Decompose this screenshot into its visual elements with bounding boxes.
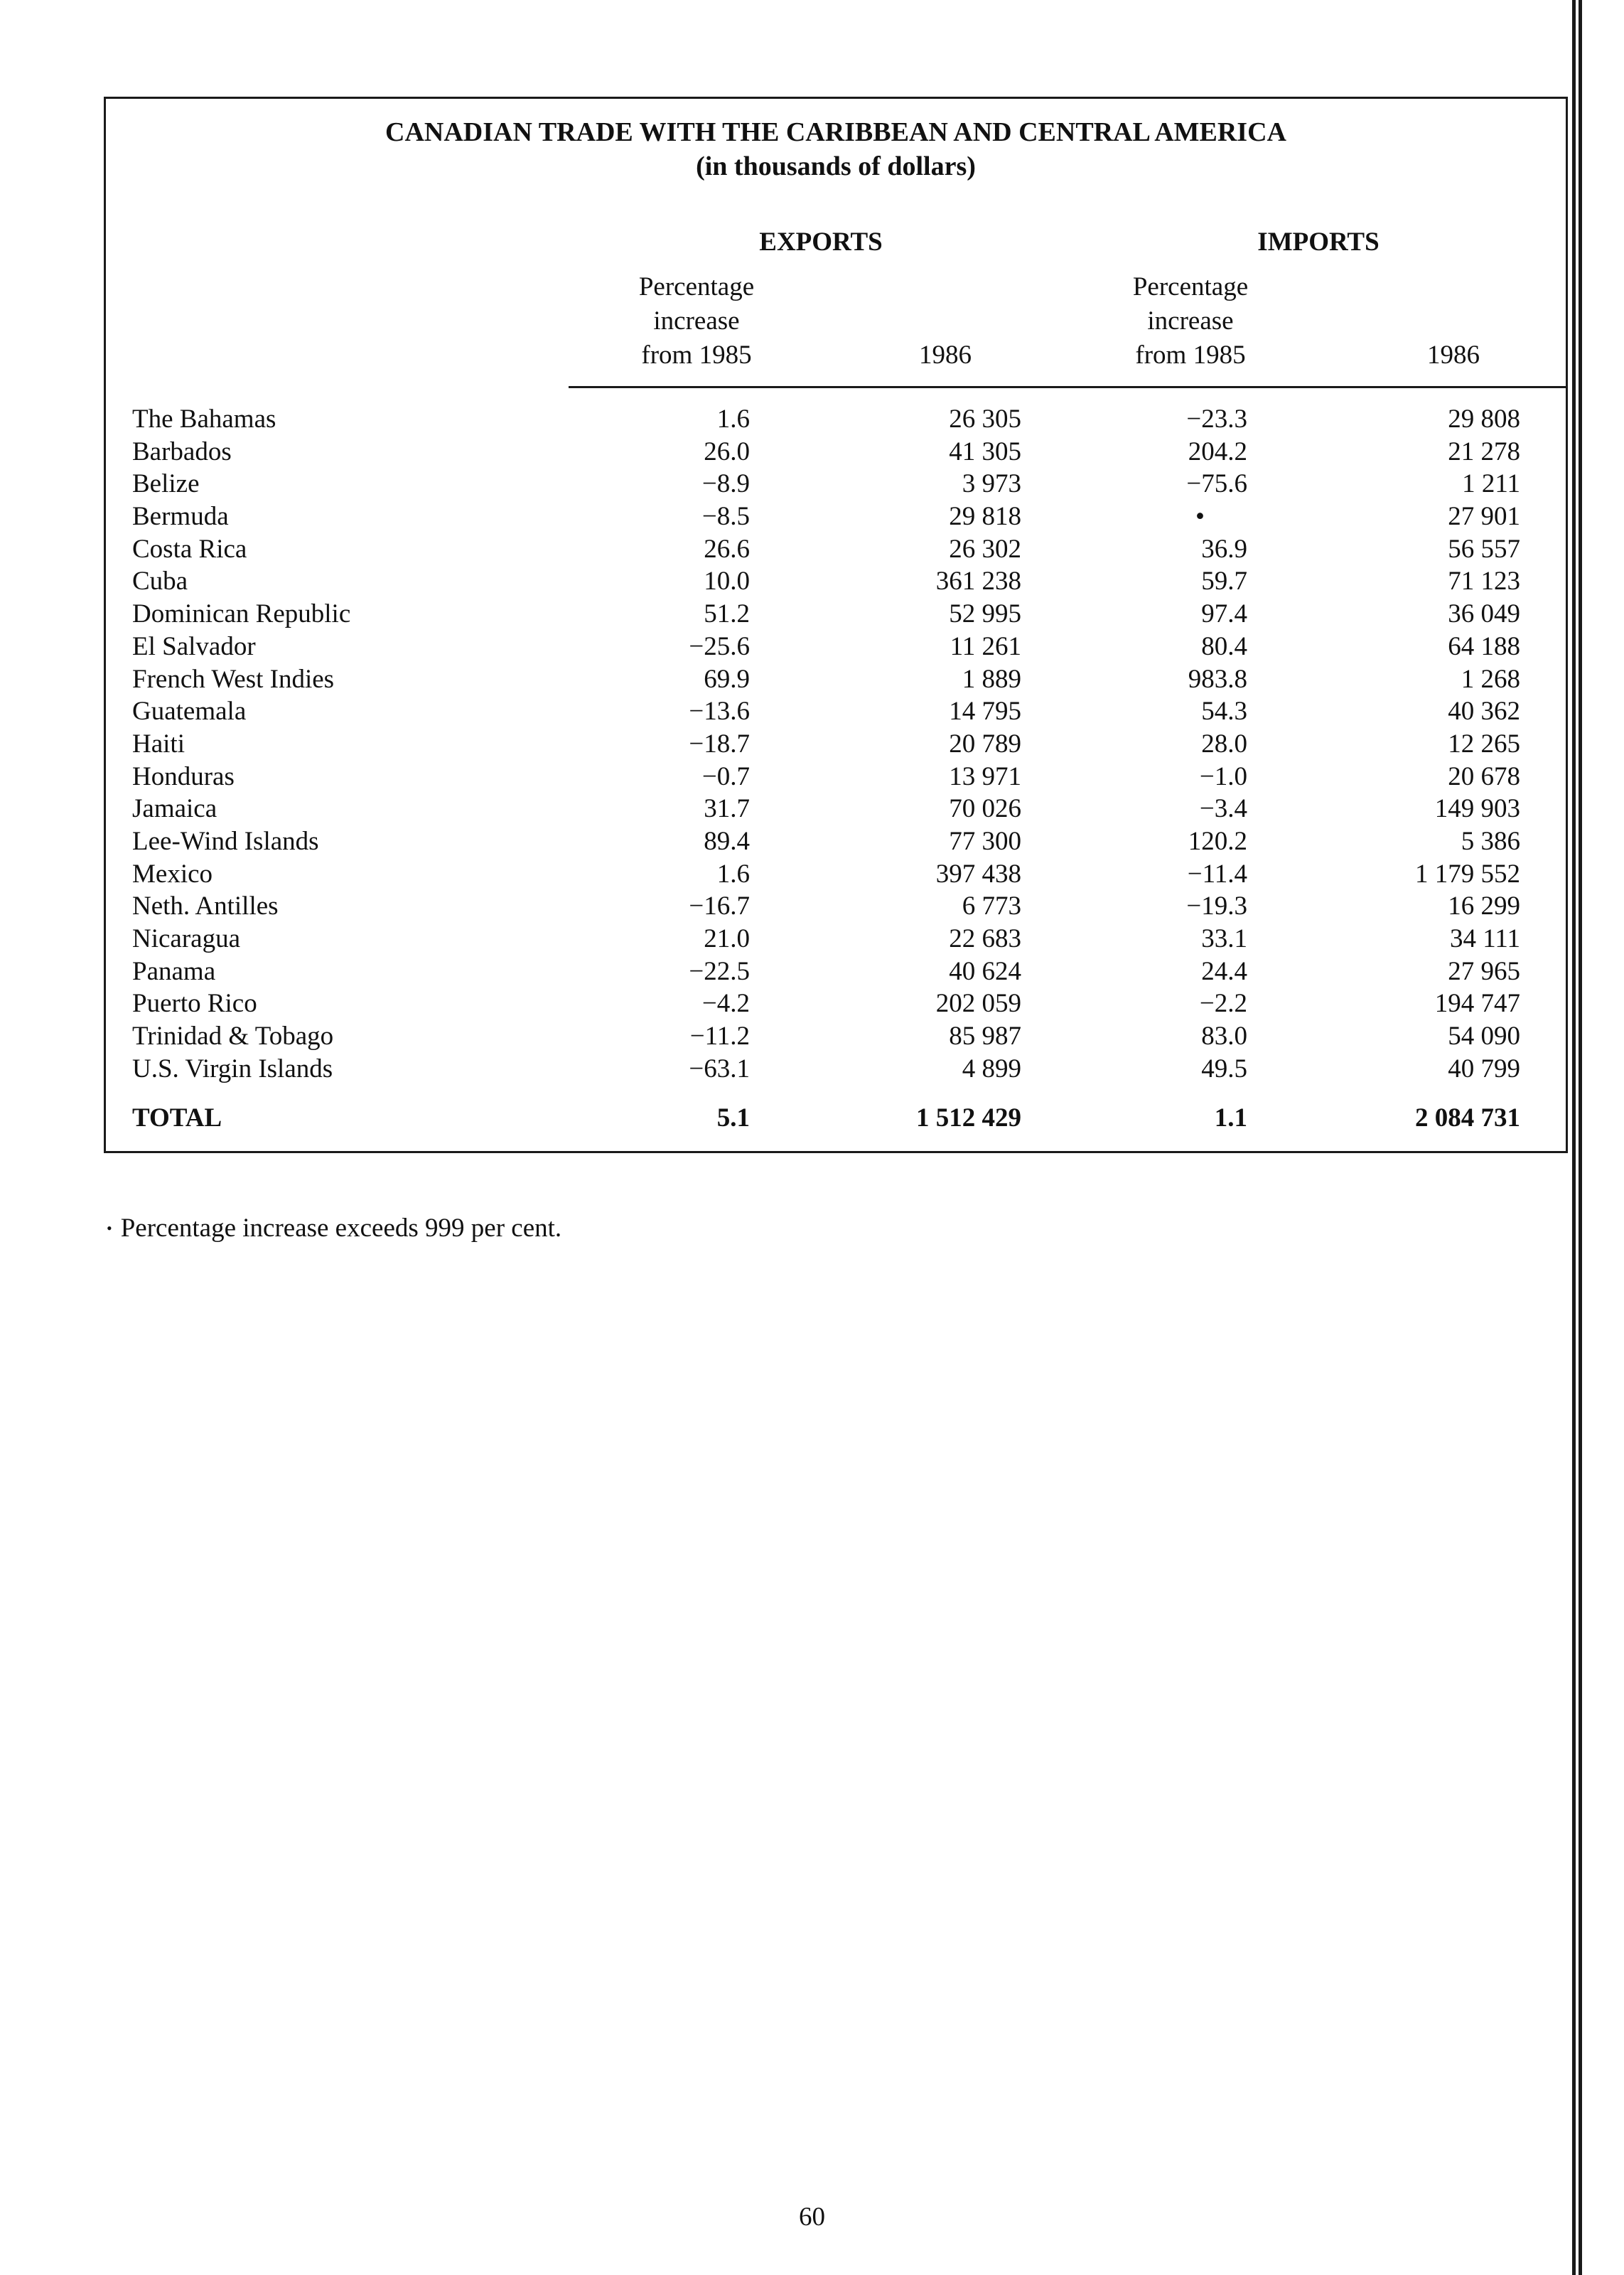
country-cell: Nicaragua: [132, 924, 241, 953]
exports-pct-cell: −11.2: [689, 1022, 750, 1051]
exports-pct-cell: 31.7: [704, 794, 750, 824]
exports-1986-cell: 29 818: [949, 502, 1021, 532]
table-row: [0, 533, 1624, 566]
table-row: [0, 761, 1624, 793]
exports-1986-cell: 77 300: [949, 826, 1021, 856]
exports-pct-cell: 89.4: [704, 826, 750, 856]
exports-1986-cell: 397 438: [935, 859, 1021, 889]
table-row: [0, 728, 1624, 761]
exports-1986-cell: 26 302: [949, 534, 1021, 564]
imports-1986-cell: 40 799: [1448, 1054, 1520, 1083]
exports-pct-cell: −25.6: [689, 631, 750, 661]
imports-1986-cell: 27 901: [1448, 502, 1520, 532]
exports-1986-cell: 11 261: [950, 631, 1021, 661]
imports-pct-cell: 83.0: [1201, 1022, 1247, 1051]
imports-pct-cell: −3.4: [1199, 794, 1247, 824]
exports-heading: EXPORTS: [759, 228, 883, 257]
country-cell: Neth. Antilles: [132, 892, 279, 921]
country-cell: Haiti: [132, 729, 185, 759]
exports-1986-cell: 22 683: [949, 924, 1021, 953]
exports-1986-cell: 202 059: [935, 989, 1021, 1019]
table-row: [0, 631, 1624, 663]
table-row: [0, 858, 1624, 891]
imports-1986-cell: 20 678: [1448, 761, 1520, 791]
total-imports-1986: 2 084 731: [1415, 1103, 1520, 1133]
country-cell: Guatemala: [132, 697, 247, 727]
header-rule: [569, 386, 1568, 388]
exports-1986-cell: 3 973: [962, 469, 1021, 499]
imports-1986-cell: 1 211: [1462, 469, 1520, 499]
exports-pct-cell: −4.2: [701, 989, 750, 1019]
country-cell: Costa Rica: [132, 534, 247, 564]
imports-pct-cell: 120.2: [1188, 826, 1247, 856]
exports-pct-cell: 26.6: [704, 534, 750, 564]
imports-pct-cell: 49.5: [1201, 1054, 1247, 1083]
table-row: [0, 890, 1624, 923]
exports-1986-cell: 361 238: [935, 567, 1021, 596]
exports-pct-cell: 21.0: [704, 924, 750, 953]
exports-pct-cell: −22.5: [689, 956, 750, 986]
page-number: 60: [799, 2202, 825, 2232]
table-row: [0, 1020, 1624, 1053]
imports-1986-cell: 36 049: [1448, 599, 1520, 629]
imports-pct-cell: 33.1: [1201, 924, 1247, 953]
table-row: [0, 500, 1624, 533]
country-cell: Barbados: [132, 437, 232, 466]
footnote: [107, 1212, 561, 1245]
exports-pct-header-line: Percentage: [638, 272, 755, 301]
imports-pct-cell: 97.4: [1201, 599, 1247, 629]
imports-1986-cell: 149 903: [1434, 794, 1520, 824]
footnote-text: Percentage increase exceeds 999 per cent.: [120, 1214, 562, 1243]
exports-pct-cell: 1.6: [716, 859, 750, 889]
exports-1986-cell: 1 889: [962, 664, 1021, 694]
country-cell: Dominican Republic: [132, 599, 351, 629]
table-row: [0, 825, 1624, 858]
imports-1986-cell: 34 111: [1449, 924, 1520, 953]
exports-1986-cell: 26 305: [949, 405, 1021, 434]
exports-1986-cell: 41 305: [949, 437, 1021, 466]
table-row: [0, 436, 1624, 469]
country-cell: U.S. Virgin Islands: [132, 1054, 333, 1083]
exports-1986-cell: 85 987: [949, 1022, 1021, 1051]
table-row: [0, 923, 1624, 956]
table-row: [0, 468, 1624, 500]
table-row: [0, 403, 1624, 436]
imports-1986-cell: 64 188: [1448, 631, 1520, 661]
imports-pct-cell: 36.9: [1201, 534, 1247, 564]
imports-1986-cell: 1 179 552: [1415, 859, 1520, 889]
imports-pct-cell: −2.2: [1199, 989, 1247, 1019]
imports-pct-cell: 24.4: [1201, 956, 1247, 986]
country-cell: Belize: [132, 469, 200, 499]
imports-pct-cell: −19.3: [1186, 892, 1247, 921]
imports-pct-cell: −11.4: [1187, 859, 1247, 889]
table-row: [0, 565, 1624, 598]
table-row: [0, 663, 1624, 696]
exports-pct-cell: −18.7: [689, 729, 750, 759]
imports-pct-cell: 59.7: [1201, 567, 1247, 596]
imports-1986-cell: 1 268: [1461, 664, 1520, 694]
total-label: TOTAL: [132, 1103, 222, 1133]
table-row: [0, 987, 1624, 1020]
imports-pct-cell: 983.8: [1188, 664, 1247, 694]
table-row: [0, 956, 1624, 988]
exports-pct-header-line: increase: [653, 306, 740, 336]
country-cell: Jamaica: [132, 794, 217, 824]
exports-1986-cell: 52 995: [949, 599, 1021, 629]
country-cell: Cuba: [132, 567, 188, 596]
exports-year-header: 1986: [919, 341, 972, 370]
imports-1986-cell: 27 965: [1448, 956, 1520, 986]
imports-pct-cell: 204.2: [1188, 437, 1247, 466]
imports-pct-header: [1084, 270, 1297, 373]
exports-pct-cell: 1.6: [716, 405, 750, 434]
imports-pct-header-line: increase: [1147, 306, 1234, 336]
exports-1986-cell: 6 773: [962, 892, 1021, 921]
imports-pct-cell: 28.0: [1201, 729, 1247, 759]
imports-pct-cell: −1.0: [1199, 761, 1247, 791]
exports-1986-cell: 40 624: [949, 956, 1021, 986]
imports-1986-cell: 29 808: [1448, 405, 1520, 434]
imports-pct-header-line: from 1985: [1135, 341, 1246, 370]
exports-1986-cell: 4 899: [962, 1054, 1021, 1083]
exports-pct-cell: −13.6: [689, 697, 750, 727]
exports-pct-cell: −0.7: [701, 761, 750, 791]
exports-pct-cell: 10.0: [704, 567, 750, 596]
imports-1986-cell: 54 090: [1448, 1022, 1520, 1051]
table-row: [0, 598, 1624, 631]
total-exports-pct: 5.1: [716, 1103, 750, 1133]
imports-heading: IMPORTS: [1257, 228, 1380, 257]
country-cell: Mexico: [132, 859, 213, 889]
imports-pct-cell: •: [1195, 502, 1205, 532]
imports-1986-cell: 5 386: [1461, 826, 1520, 856]
exports-pct-cell: 26.0: [704, 437, 750, 466]
total-imports-pct: 1.1: [1214, 1103, 1247, 1133]
imports-1986-cell: 40 362: [1448, 697, 1520, 727]
imports-pct-cell: −75.6: [1186, 469, 1247, 499]
country-cell: The Bahamas: [132, 405, 276, 434]
footnote-mark: •: [107, 1219, 112, 1237]
exports-pct-cell: 51.2: [704, 599, 750, 629]
imports-1986-cell: 71 123: [1448, 567, 1520, 596]
country-cell: Panama: [132, 956, 216, 986]
exports-pct-cell: −8.9: [701, 469, 750, 499]
imports-pct-header-line: Percentage: [1132, 272, 1249, 301]
country-cell: Trinidad & Tobago: [132, 1022, 334, 1051]
table-row: [0, 793, 1624, 825]
exports-1986-cell: 70 026: [949, 794, 1021, 824]
country-cell: El Salvador: [132, 631, 256, 661]
country-cell: Puerto Rico: [132, 989, 257, 1019]
total-row: [0, 1102, 1624, 1135]
exports-1986-cell: 14 795: [949, 697, 1021, 727]
imports-1986-cell: 21 278: [1448, 437, 1520, 466]
table-subtitle: (in thousands of dollars): [696, 151, 976, 181]
country-cell: Bermuda: [132, 502, 229, 532]
imports-year-header: 1986: [1427, 341, 1480, 370]
page-binding-edge: [1572, 0, 1582, 2275]
table-title: CANADIAN TRADE WITH THE CARIBBEAN AND CENTRAL AMERICA: [385, 117, 1286, 147]
exports-pct-cell: −16.7: [689, 892, 750, 921]
exports-1986-cell: 20 789: [949, 729, 1021, 759]
imports-1986-cell: 56 557: [1448, 534, 1520, 564]
exports-pct-cell: −63.1: [689, 1054, 750, 1083]
table-row: [0, 695, 1624, 728]
imports-1986-cell: 194 747: [1434, 989, 1520, 1019]
total-exports-1986: 1 512 429: [916, 1103, 1021, 1133]
exports-pct-cell: −8.5: [701, 502, 750, 532]
exports-1986-cell: 13 971: [949, 761, 1021, 791]
imports-pct-cell: −23.3: [1186, 405, 1247, 434]
country-cell: French West Indies: [132, 664, 335, 694]
country-cell: Honduras: [132, 761, 235, 791]
exports-pct-header: [590, 270, 803, 373]
table-body: [0, 403, 1624, 1085]
exports-pct-header-line: from 1985: [641, 341, 752, 370]
imports-pct-cell: 80.4: [1201, 631, 1247, 661]
imports-1986-cell: 12 265: [1448, 729, 1520, 759]
imports-1986-cell: 16 299: [1448, 892, 1520, 921]
country-cell: Lee-Wind Islands: [132, 826, 319, 856]
exports-pct-cell: 69.9: [704, 664, 750, 694]
imports-pct-cell: 54.3: [1201, 697, 1247, 727]
table-row: [0, 1053, 1624, 1086]
